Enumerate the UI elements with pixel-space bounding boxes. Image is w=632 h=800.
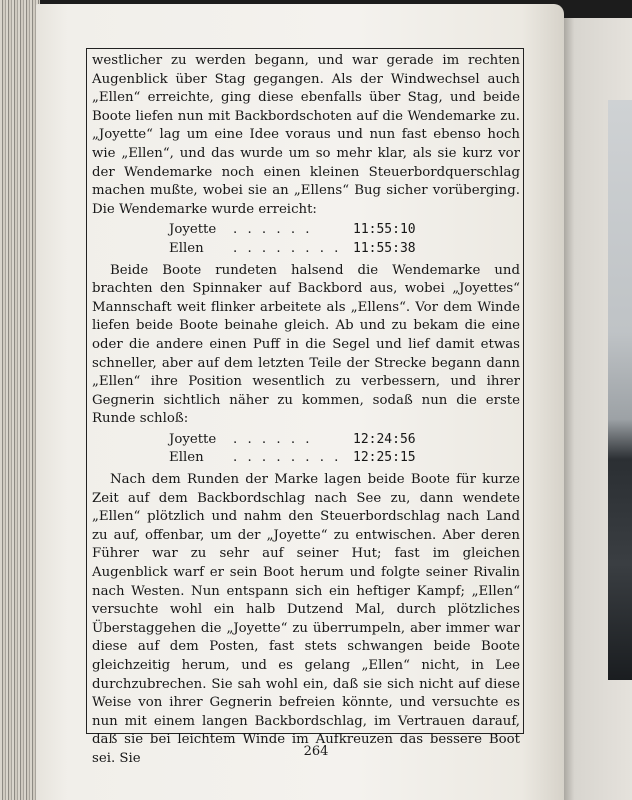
boat-name: Ellen <box>169 240 204 256</box>
facing-page-photo <box>608 100 632 680</box>
paragraph-3: Nach dem Runden der Marke lagen beide Boote für kurze Zeit auf dem Backbordschlag nach See zu, dann wendete „Ellen“ plötzlich und nahm den Steuerbordschlag nach Land zu auf, offenbar, um der „Joyette“ zu entwischen. Aber deren Führer war zu sehr auf seiner Hut; fast im gleichen Augenblick warf er sein Boot herum und folgte seiner Rivalin nach Westen. Nun entspann sich ein heftiger Kampf; „Ellen“ versuchte wohl ein halb Dutzend Mal, durch plötzliches Überstaggehen die „Joyette“ zu überrumpeln, aber immer war diese auf dem Posten, fast stets schwangen beide Boote gleichzeitig herum, und es gelang „Ellen“ nicht, in Lee durchzubrechen. Sie sah wohl ein, daß sie sich nicht auf diese Weise von ihrer Gegnerin befreien könnte, und versuchte es nun mit einem langen Backbordschlag, im Vertrauen darauf, daß sie bei leichtem Winde im Aufkreuzen das bessere Boot sei. Sie <box>92 472 520 766</box>
leader-dots: . . . . . . <box>233 431 313 447</box>
boat-name: Ellen <box>169 450 204 466</box>
paragraph-1: westlicher zu werden begann, und war gerade im rechten Augenblick über Stag gegangen. Als der Windwechsel auch „Ellen“ erreichte, ging diese ebenfalls über Stag, und beide Boote liefen nun mit Backbordschoten auf die Wendemarke zu. „Joyette“ lag um eine Idee voraus und nun fast ebenso hoch wie „Ellen“, und das wurde um so mehr klar, als sie kurz vor der Wendemarke noch einen kleinen Steuerbordquerschlag machen mußte, wobei sie an „Ellens“ Bug sicher vorüberging. Die Wendemarke wurde erreicht: <box>92 53 520 217</box>
leader-dots: . . . . . . . . <box>233 240 342 256</box>
time-table-2 <box>92 431 520 468</box>
time-value: 11:55:10 <box>353 222 416 238</box>
leader-dots: . . . . . . . . <box>233 450 342 466</box>
leader-dots: . . . . . . <box>233 222 313 238</box>
time-value: 11:55:38 <box>353 240 416 256</box>
boat-name: Joyette <box>169 222 217 238</box>
page-number: 264 <box>303 744 329 759</box>
time-value: 12:25:15 <box>353 450 416 466</box>
page-stack-edges <box>0 0 40 800</box>
boat-name: Joyette <box>169 431 217 447</box>
time-value: 12:24:56 <box>353 431 416 447</box>
page-text <box>92 52 520 769</box>
paragraph-2: Beide Boote rundeten halsend die Wendemarke und brachten den Spinnaker auf Backbord aus, wobei „Joyettes“ Mannschaft weit flinker arbeitete als „Ellens“. Vor dem Winde liefen beide Boote beinahe gleich. Ab und zu bekam die eine oder die andere einen Puff in die Segel und lief damit etwas schneller, aber auf dem letzten Teile der Strecke begann dann „Ellen“ ihre Position wesentlich zu verbessern, und ihrer Gegnerin sichtlich näher zu kommen, sodaß nun die erste Runde schloß: <box>92 262 520 427</box>
time-table-1 <box>92 221 520 258</box>
